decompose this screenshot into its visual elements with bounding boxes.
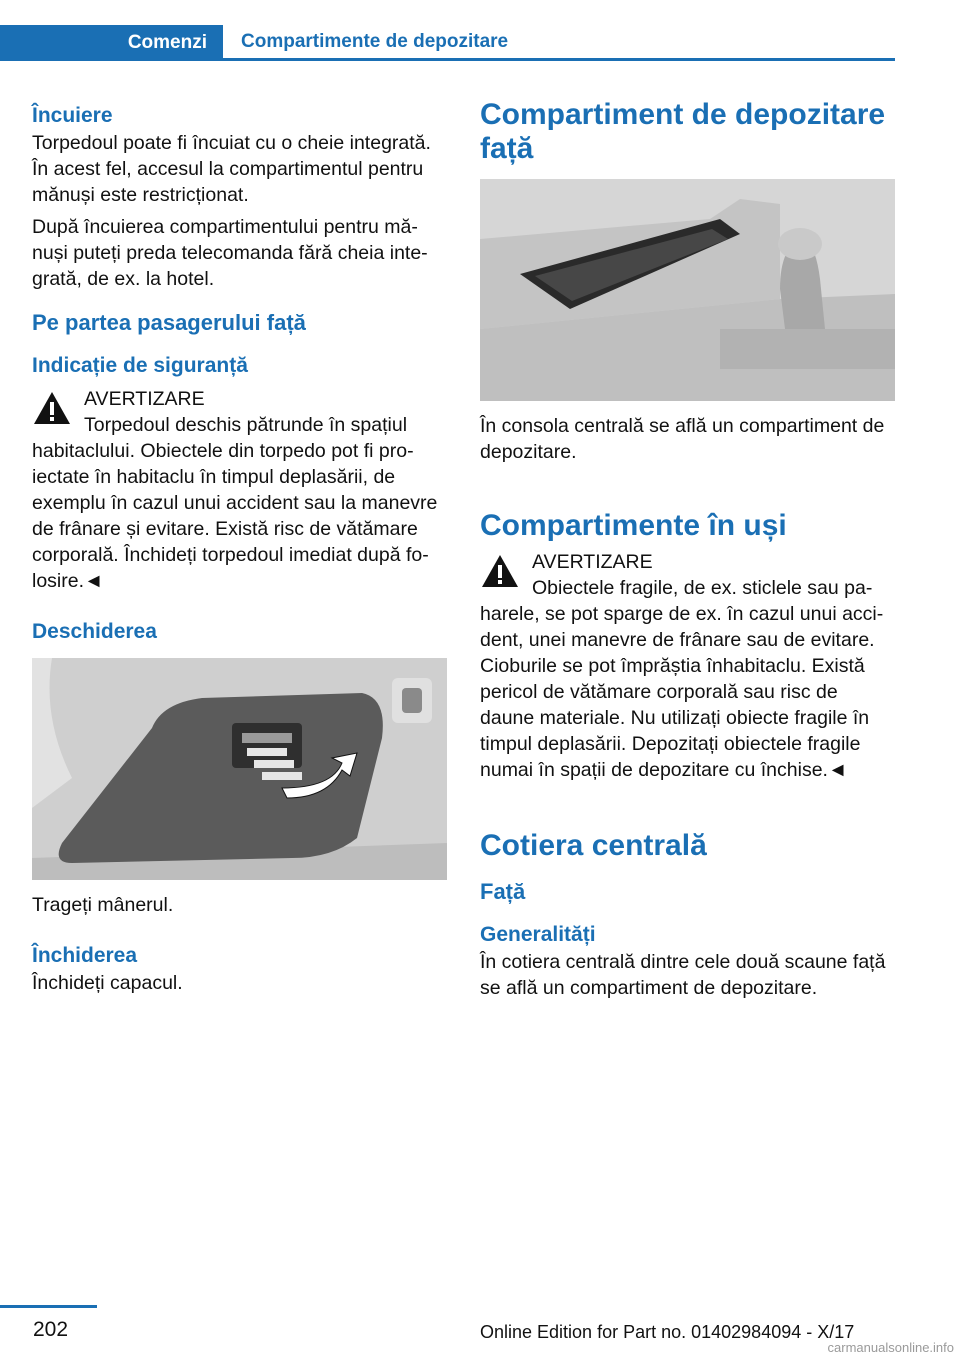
page-number: 202 — [33, 1318, 69, 1341]
warning-label: AVERTIZARE — [532, 551, 653, 573]
paragraph: Torpedoul poate fi încuiat cu o cheie integrată. În acest fel, accesul la compartimentul pentru mănuși este restricționat. — [32, 132, 431, 206]
right-column — [480, 98, 895, 1001]
image-caption: În consola centrală se află un compartiment de depozitare. — [480, 415, 885, 463]
section-title-generalitati: Generalități — [480, 923, 596, 946]
section-title-deschiderea: Deschiderea — [32, 620, 157, 643]
page-header — [0, 25, 895, 61]
section-title-compartiment-fata: Compartiment de depozitare față — [480, 98, 886, 165]
paragraph: Închideți capacul. — [32, 972, 183, 994]
section-title-incuiere: Încuiere — [32, 104, 113, 127]
section-title-pasager: Pe partea pasagerului față — [32, 310, 306, 335]
warning-block — [32, 386, 447, 594]
section-title-compartimente-usi: Compartimente în uși — [480, 509, 787, 542]
paragraph: După încuierea compartimentului pentru mănuși puteți preda telecomanda fără cheia integrată, de ex. la hotel. — [32, 216, 428, 290]
edition-text: Online Edition for Part no. 01402984094 - X/17 — [480, 1322, 855, 1342]
warning-text: Torpedoul deschis pătrunde în spațiul habitaclului. Obiectele din torpedo pot fi proiectate în habitaclu în timpul deplasării, de exemplu în cazul unui accident sau la manevre de frânare și evitare. Există risc de vătămare corporală. Închideți torpedoul imediat după folosire.◄ — [32, 414, 438, 592]
center-console-illustration — [480, 179, 895, 401]
warning-label: AVERTIZARE — [84, 388, 205, 410]
glovebox-illustration — [32, 658, 447, 880]
left-column — [32, 98, 447, 996]
glovebox-photo — [32, 658, 447, 880]
warning-text: Obiectele fragile, de ex. sticlele sau paharele, se pot sparge de ex. în cazul unui accident, unei manevre de frânare sau de evitare. Cioburile se pot împrăștia înhabitaclu. Există pericol de vătămare corporală sau risc de daune materiale. Nu utilizați obiecte fragile în timpul deplasării. Depozitați obiectele fragile numai în spații de depozitare cu închise.◄ — [480, 577, 884, 781]
warning-triangle-icon — [32, 390, 72, 426]
warning-triangle-icon — [480, 553, 520, 589]
warning-block — [480, 549, 895, 783]
footer-accent-line — [0, 1305, 97, 1308]
section-title-inchiderea: Închiderea — [32, 944, 138, 967]
tab-comenzi[interactable]: Comenzi — [0, 25, 223, 61]
center-console-photo — [480, 179, 895, 401]
watermark: carmanualsonline.info — [827, 1340, 954, 1355]
section-title-siguranta: Indicație de siguranță — [32, 354, 248, 377]
section-title-cotiera: Cotiera centrală — [480, 829, 707, 862]
tab-compartimente-de-depozitare[interactable]: Compartimente de depozitare — [223, 25, 895, 61]
image-caption: Trageți mânerul. — [32, 894, 174, 916]
paragraph: În cotiera centrală dintre cele două scaune față se află un compartiment de depozitare. — [480, 951, 886, 999]
section-title-fata: Față — [480, 879, 526, 904]
